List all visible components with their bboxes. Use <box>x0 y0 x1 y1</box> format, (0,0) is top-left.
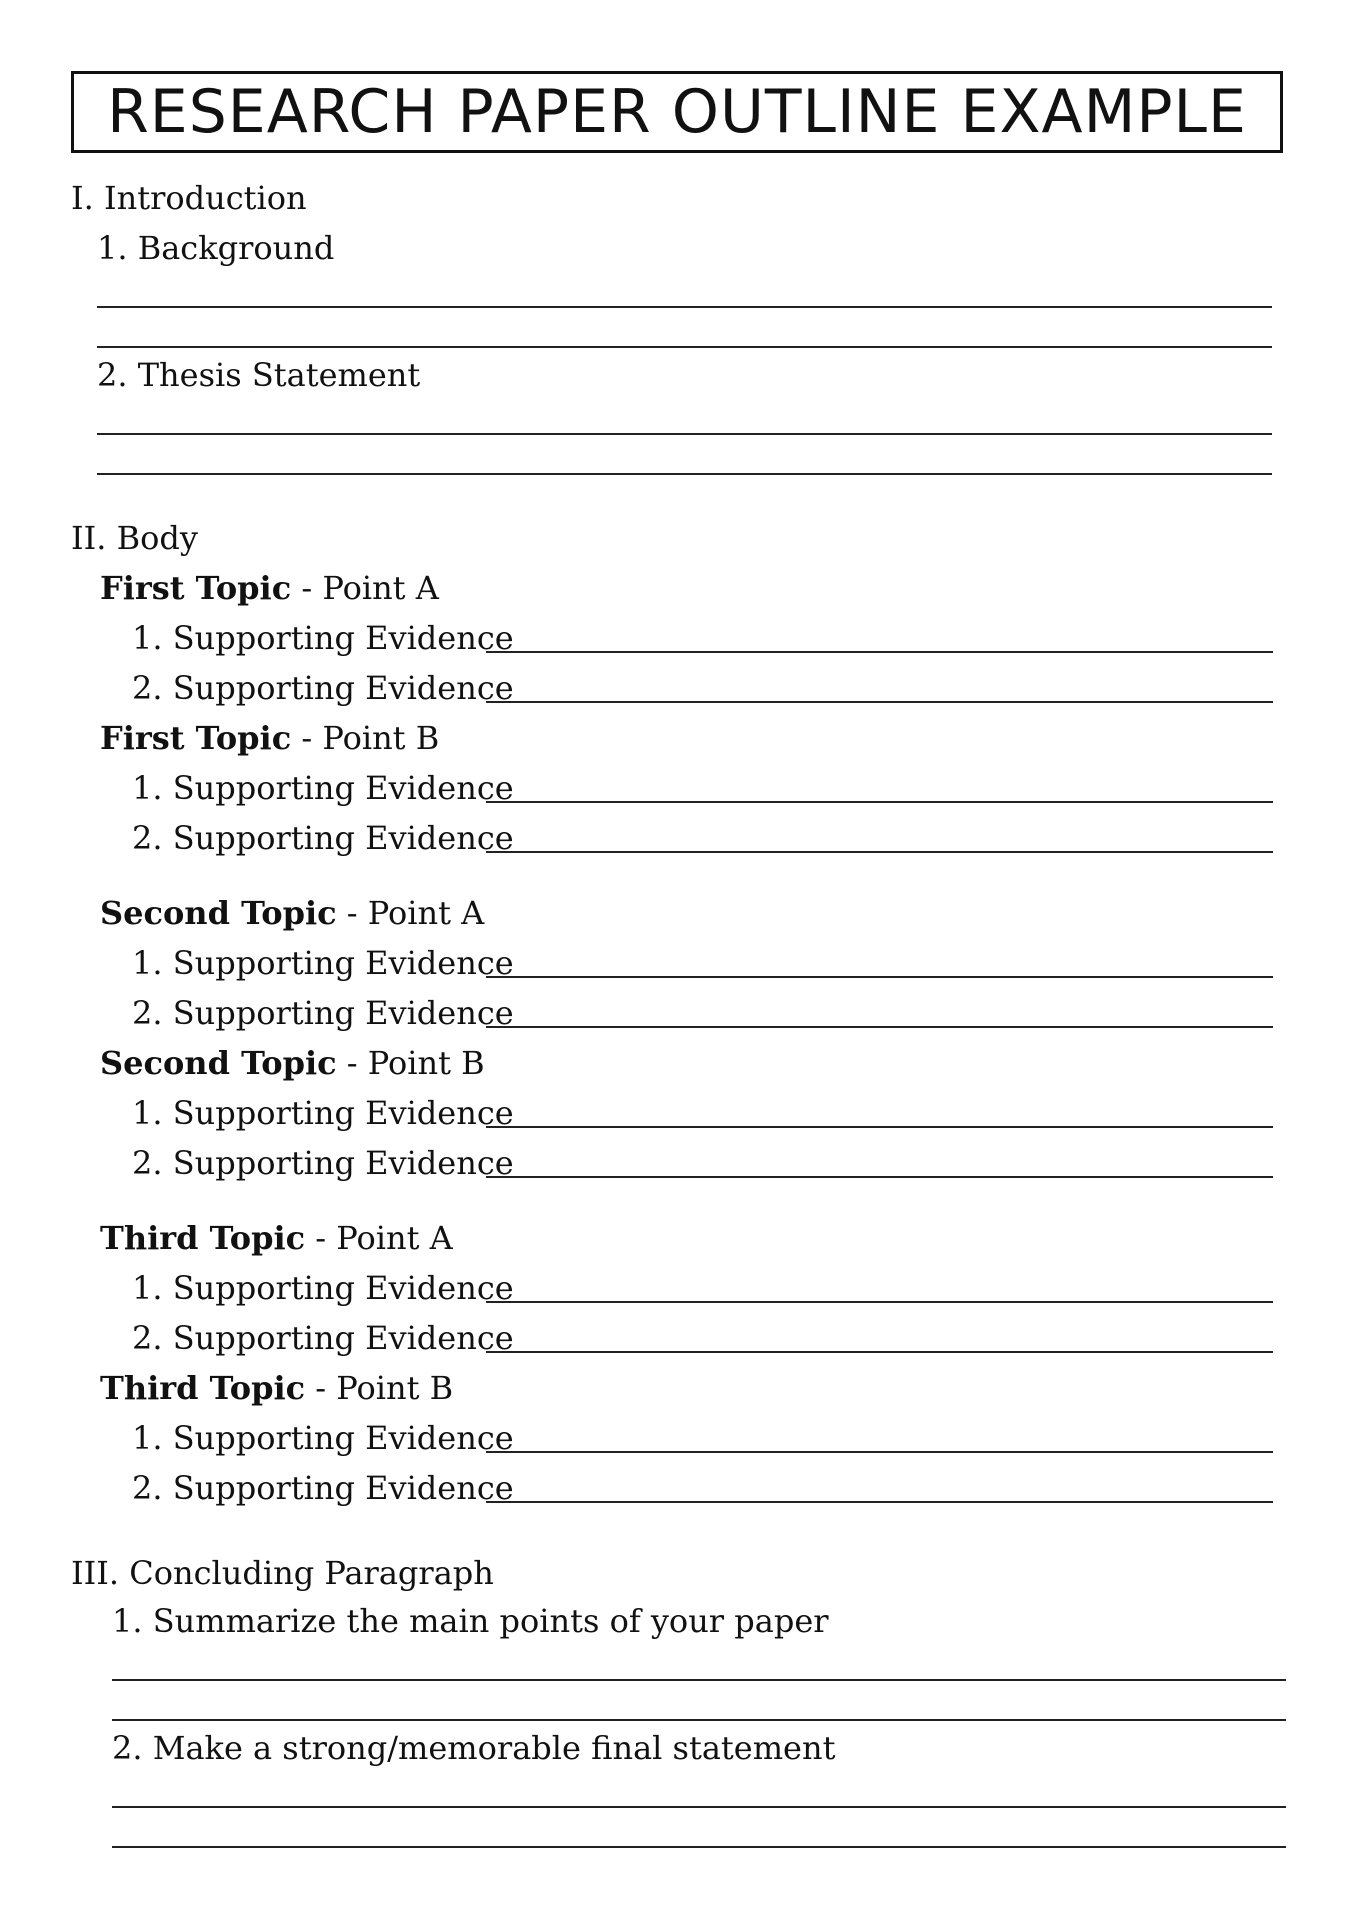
supporting-evidence-label: 2. Supporting Evidence <box>132 1144 514 1182</box>
topic-heading <box>100 1368 453 1408</box>
blank-line <box>97 306 1272 308</box>
evidence-blank-line <box>486 801 1273 803</box>
conclusion-item-summarize: 1. Summarize the main points of your paper <box>112 1602 829 1640</box>
topic-name: Second Topic <box>100 1044 337 1082</box>
blank-line <box>97 473 1272 475</box>
blank-line <box>97 346 1272 348</box>
topic-name: First Topic <box>100 569 292 607</box>
blank-line <box>97 433 1272 435</box>
topic-name: Second Topic <box>100 894 337 932</box>
topic-separator: - <box>336 1044 368 1082</box>
evidence-blank-line <box>486 701 1273 703</box>
evidence-blank-line <box>486 1351 1273 1353</box>
supporting-evidence-label: 1. Supporting Evidence <box>132 619 514 657</box>
supporting-evidence-label: 1. Supporting Evidence <box>132 1094 514 1132</box>
supporting-evidence-label: 2. Supporting Evidence <box>132 819 514 857</box>
topic-point: Point B <box>336 1369 454 1407</box>
section-heading-conclusion: III. Concluding Paragraph <box>71 1554 494 1592</box>
evidence-blank-line <box>486 1501 1273 1503</box>
topic-point: Point B <box>322 719 440 757</box>
supporting-evidence-label: 2. Supporting Evidence <box>132 994 514 1032</box>
evidence-blank-line <box>486 1451 1273 1453</box>
blank-line <box>112 1846 1286 1848</box>
topic-heading <box>100 1043 485 1083</box>
evidence-blank-line <box>486 651 1273 653</box>
conclusion-item-final-statement: 2. Make a strong/memorable final statement <box>112 1729 836 1767</box>
topic-separator: - <box>305 1369 337 1407</box>
section-heading-introduction: I. Introduction <box>71 179 307 217</box>
supporting-evidence-label: 2. Supporting Evidence <box>132 1319 514 1357</box>
topic-name: Third Topic <box>100 1219 306 1257</box>
supporting-evidence-label: 1. Supporting Evidence <box>132 1419 514 1457</box>
topic-point: Point B <box>367 1044 485 1082</box>
evidence-blank-line <box>486 976 1273 978</box>
supporting-evidence-label: 1. Supporting Evidence <box>132 944 514 982</box>
evidence-blank-line <box>486 1126 1273 1128</box>
topic-heading <box>100 893 484 933</box>
topic-heading <box>100 568 439 608</box>
blank-line <box>112 1806 1286 1808</box>
topic-separator: - <box>291 719 323 757</box>
topic-separator: - <box>336 894 368 932</box>
blank-line <box>112 1679 1286 1681</box>
evidence-blank-line <box>486 1026 1273 1028</box>
supporting-evidence-label: 2. Supporting Evidence <box>132 669 514 707</box>
blank-line <box>112 1719 1286 1721</box>
topic-point: Point A <box>336 1219 453 1257</box>
topic-point: Point A <box>322 569 439 607</box>
evidence-blank-line <box>486 1301 1273 1303</box>
evidence-blank-line <box>486 1176 1273 1178</box>
topic-heading <box>100 718 439 758</box>
topic-separator: - <box>291 569 323 607</box>
page-title: RESEARCH PAPER OUTLINE EXAMPLE <box>71 71 1283 153</box>
topic-name: First Topic <box>100 719 292 757</box>
topic-point: Point A <box>367 894 485 932</box>
intro-item-thesis: 2. Thesis Statement <box>97 356 421 394</box>
intro-item-background: 1. Background <box>97 229 335 267</box>
section-heading-body: II. Body <box>71 519 198 557</box>
evidence-blank-line <box>486 851 1273 853</box>
topic-name: Third Topic <box>100 1369 306 1407</box>
supporting-evidence-label: 2. Supporting Evidence <box>132 1469 514 1507</box>
topic-separator: - <box>305 1219 337 1257</box>
topic-heading <box>100 1218 453 1258</box>
supporting-evidence-label: 1. Supporting Evidence <box>132 769 514 807</box>
supporting-evidence-label: 1. Supporting Evidence <box>132 1269 514 1307</box>
